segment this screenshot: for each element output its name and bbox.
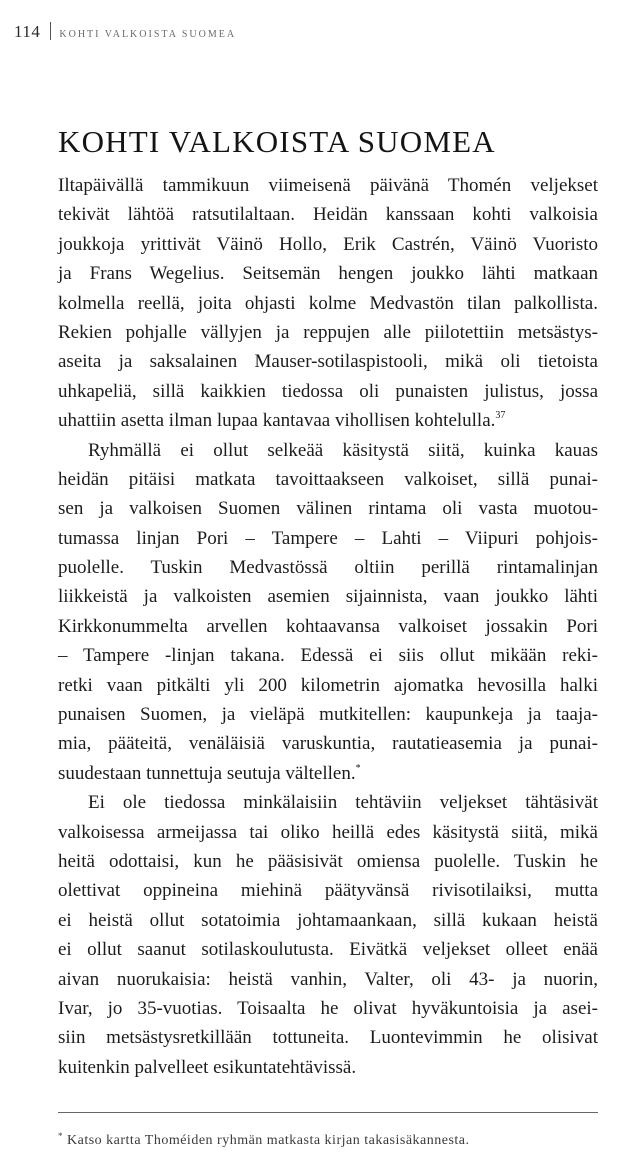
text-line: Rekien pohjalle vällyjen ja reppujen alle piilotettiin metsästys-	[58, 321, 598, 343]
text-line: Iltapäivällä tammikuun viimeisenä päivänä Thomén veljekset	[58, 175, 598, 196]
text-line: retki vaan pitkälti yli 200 kilometrin ajomatka hevosilla halki	[58, 674, 598, 696]
footnote-text: Katso kartta Thoméiden ryhmän matkasta kirjan takasisäkannesta.	[67, 1133, 470, 1148]
text-line: tekivät lähtöä ratsutilaltaan. Heidän kanssaan kohti valkoisia	[58, 204, 598, 226]
text-line: puolelle. Tuskin Medvastössä oltiin perillä rintamalinjan	[58, 557, 598, 579]
text-line: aseita ja saksalainen Mauser-sotilaspistooli, mikä oli tietoista	[58, 351, 598, 373]
text-line: olettivat oppineina miehinä päätyvänsä rivisotilaiksi, mutta	[58, 880, 598, 902]
text-line-content: suudestaan tunnettuja seutuja vältellen.	[58, 762, 356, 784]
text-line: Kirkkonummelta arvellen kohtaavansa valkoiset jossakin Pori	[58, 615, 598, 637]
running-header	[14, 22, 236, 42]
text-line: – Tampere -linjan takana. Edessä ei siis ollut mikään reki-	[58, 645, 598, 667]
paragraph-1	[58, 171, 598, 436]
text-line: mia, pääteitä, venäläisiä varuskuntia, rautatieasemia ja punai-	[58, 733, 598, 755]
text-line: ei ollut saanut sotilaskoulutusta. Eivätkä veljekset olleet enää	[58, 939, 598, 961]
text-line: ja Frans Wegelius. Seitsemän hengen joukko lähti matkaan	[58, 263, 598, 285]
text-line: Ryhmällä ei ollut selkeää käsitystä siitä, kuinka kauas	[88, 439, 598, 461]
paragraph-3	[58, 788, 598, 1082]
footnote-divider	[58, 1112, 598, 1113]
text-line: kuitenkin palvelleet esikuntatehtävissä.	[58, 1056, 357, 1078]
footnote	[58, 1133, 470, 1149]
text-line: siin metsästysretkillään tottuneita. Luontevimmin he olisivat	[58, 1027, 598, 1049]
paragraph-2	[58, 436, 598, 789]
text-line: sen ja valkoisen Suomen välinen rintama oli vasta muotou-	[58, 498, 598, 520]
text-line: kolmella reellä, joita ohjasti kolme Medvastön tilan palkollista.	[58, 292, 598, 314]
text-line: heitä odottaisi, kun he pääsisivät omiensa puolelle. Tuskin he	[58, 850, 598, 872]
page-number: 114	[14, 22, 41, 41]
header-divider	[50, 22, 51, 40]
running-title: KOHTI VALKOISTA SUOMEA	[59, 29, 237, 40]
text-line: valkoisessa armeijassa tai oliko heillä edes käsitystä siitä, mikä	[58, 821, 598, 843]
footnote-ref: *	[355, 762, 361, 774]
endnote-ref: 37	[495, 410, 506, 422]
body-text	[58, 171, 598, 1082]
text-line: punaisen Suomen, ja vieläpä mutkitellen: kaupunkeja ja taaja-	[58, 704, 598, 726]
text-line: joukkoja yrittivät Väinö Hollo, Erik Castrén, Väinö Vuoristo	[58, 233, 598, 255]
text-line: tumassa linjan Pori – Tampere – Lahti – Viipuri pohjois-	[58, 527, 598, 549]
text-line	[58, 406, 598, 435]
text-line: uhkapeliä, sillä kaikkien tiedossa oli punaisten julistus, jossa	[58, 380, 598, 402]
text-line-content: uhattiin asetta ilman lupaa kantavaa vihollisen kohtelulla.	[58, 410, 496, 432]
text-line: heidän pitäisi matkata tavoittaakseen valkoiset, sillä punai-	[58, 468, 598, 490]
footnote-marker: *	[58, 1131, 63, 1141]
text-line: Ivar, jo 35-vuotias. Toisaalta he olivat hyväkuntoisia ja asei-	[58, 997, 598, 1019]
text-line: ei heistä ollut sotatoimia johtamaankaan, sillä kukaan heistä	[58, 909, 598, 931]
chapter-title: KOHTI VALKOISTA SUOMEA	[58, 124, 496, 159]
text-line	[58, 759, 598, 788]
text-line: aivan nuorukaisia: heistä vanhin, Valter, oli 43- ja nuorin,	[58, 968, 598, 990]
text-line: liikkeistä ja valkoisten asemien sijainnista, vaan joukko lähti	[58, 586, 598, 608]
text-line: Ei ole tiedossa minkälaisiin tehtäviin veljekset tähtäsivät	[88, 792, 598, 814]
